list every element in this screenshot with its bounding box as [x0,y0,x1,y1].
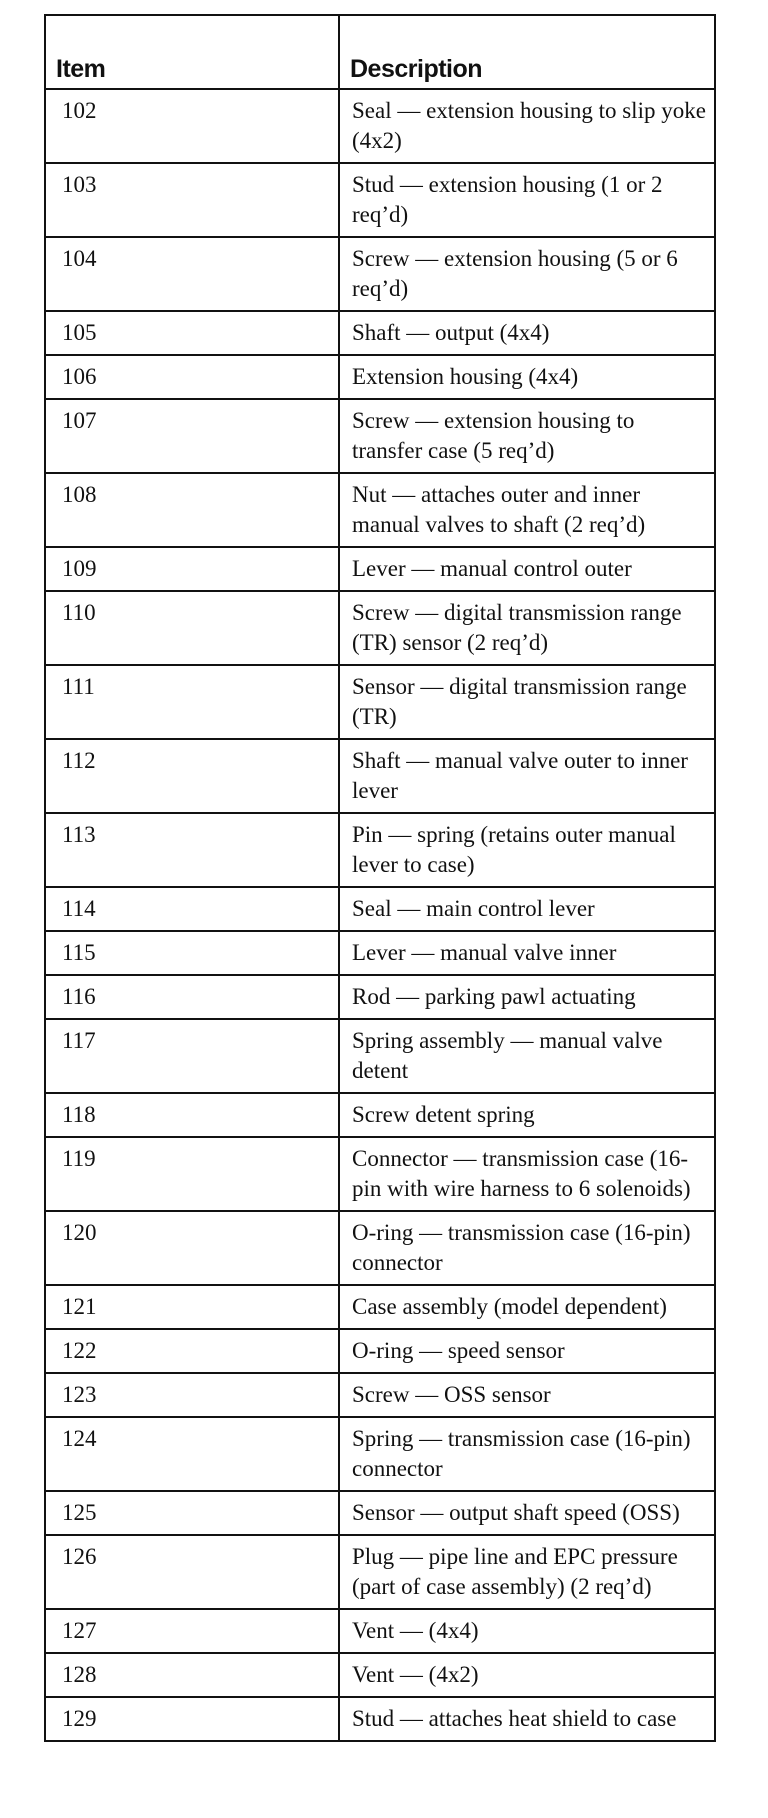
item-description: Seal — extension housing to slip yoke (4x2) [339,89,715,163]
table-row [45,1329,715,1373]
table-row [45,399,715,473]
item-description: Lever — manual valve inner [339,931,715,975]
parts-table [44,14,716,1742]
item-description: Seal — main control lever [339,887,715,931]
item-number: 104 [45,237,339,311]
table-row [45,887,715,931]
table-body [45,89,715,1741]
item-column-header: Item [45,15,339,89]
table-row [45,1285,715,1329]
item-number: 128 [45,1653,339,1697]
item-description: Vent — (4x2) [339,1653,715,1697]
item-description: Shaft — manual valve outer to inner lever [339,739,715,813]
item-number: 110 [45,591,339,665]
table-row [45,975,715,1019]
item-description: O-ring — speed sensor [339,1329,715,1373]
item-number: 114 [45,887,339,931]
item-number: 103 [45,163,339,237]
item-description: Case assembly (model dependent) [339,1285,715,1329]
description-column-header: Description [339,15,715,89]
item-number: 115 [45,931,339,975]
item-number: 102 [45,89,339,163]
item-description: Spring — transmission case (16-pin) connector [339,1417,715,1491]
table-row [45,89,715,163]
item-description: Spring assembly — manual valve detent [339,1019,715,1093]
item-description: Sensor — digital transmission range (TR) [339,665,715,739]
table-row [45,1211,715,1285]
item-description: O-ring — transmission case (16-pin) connector [339,1211,715,1285]
item-number: 129 [45,1697,339,1741]
item-number: 117 [45,1019,339,1093]
table-row [45,1491,715,1535]
table-row [45,1417,715,1491]
table-row [45,1373,715,1417]
item-description: Screw — OSS sensor [339,1373,715,1417]
item-number: 107 [45,399,339,473]
item-number: 108 [45,473,339,547]
item-description: Stud — extension housing (1 or 2 req’d) [339,163,715,237]
table-row [45,237,715,311]
item-description: Screw — digital transmission range (TR) sensor (2 req’d) [339,591,715,665]
table-row [45,1697,715,1741]
item-number: 116 [45,975,339,1019]
item-description: Plug — pipe line and EPC pressure (part of case assembly) (2 req’d) [339,1535,715,1609]
item-number: 119 [45,1137,339,1211]
table-row [45,355,715,399]
table-row [45,1019,715,1093]
table-row [45,1609,715,1653]
item-description: Pin — spring (retains outer manual lever to case) [339,813,715,887]
table-row [45,739,715,813]
item-description: Vent — (4x4) [339,1609,715,1653]
item-number: 123 [45,1373,339,1417]
item-number: 113 [45,813,339,887]
item-description: Screw — extension housing (5 or 6 req’d) [339,237,715,311]
table-row [45,1653,715,1697]
item-number: 122 [45,1329,339,1373]
table-row [45,311,715,355]
table-row [45,591,715,665]
item-number: 105 [45,311,339,355]
item-number: 112 [45,739,339,813]
table-row [45,473,715,547]
item-number: 127 [45,1609,339,1653]
item-number: 124 [45,1417,339,1491]
table-header-row [45,15,715,89]
item-number: 126 [45,1535,339,1609]
item-description: Extension housing (4x4) [339,355,715,399]
item-description: Nut — attaches outer and inner manual valves to shaft (2 req’d) [339,473,715,547]
table-row [45,931,715,975]
item-description: Shaft — output (4x4) [339,311,715,355]
item-description: Screw — extension housing to transfer case (5 req’d) [339,399,715,473]
table-row [45,1535,715,1609]
item-description: Rod — parking pawl actuating [339,975,715,1019]
item-number: 111 [45,665,339,739]
item-number: 109 [45,547,339,591]
table-row [45,1093,715,1137]
table-row [45,665,715,739]
item-description: Lever — manual control outer [339,547,715,591]
item-description: Connector — transmission case (16-pin with wire harness to 6 solenoids) [339,1137,715,1211]
item-number: 125 [45,1491,339,1535]
item-number: 121 [45,1285,339,1329]
item-description: Screw detent spring [339,1093,715,1137]
table-row [45,547,715,591]
table-row [45,163,715,237]
item-description: Stud — attaches heat shield to case [339,1697,715,1741]
table-row [45,813,715,887]
item-description: Sensor — output shaft speed (OSS) [339,1491,715,1535]
item-number: 118 [45,1093,339,1137]
item-number: 106 [45,355,339,399]
item-number: 120 [45,1211,339,1285]
table-row [45,1137,715,1211]
